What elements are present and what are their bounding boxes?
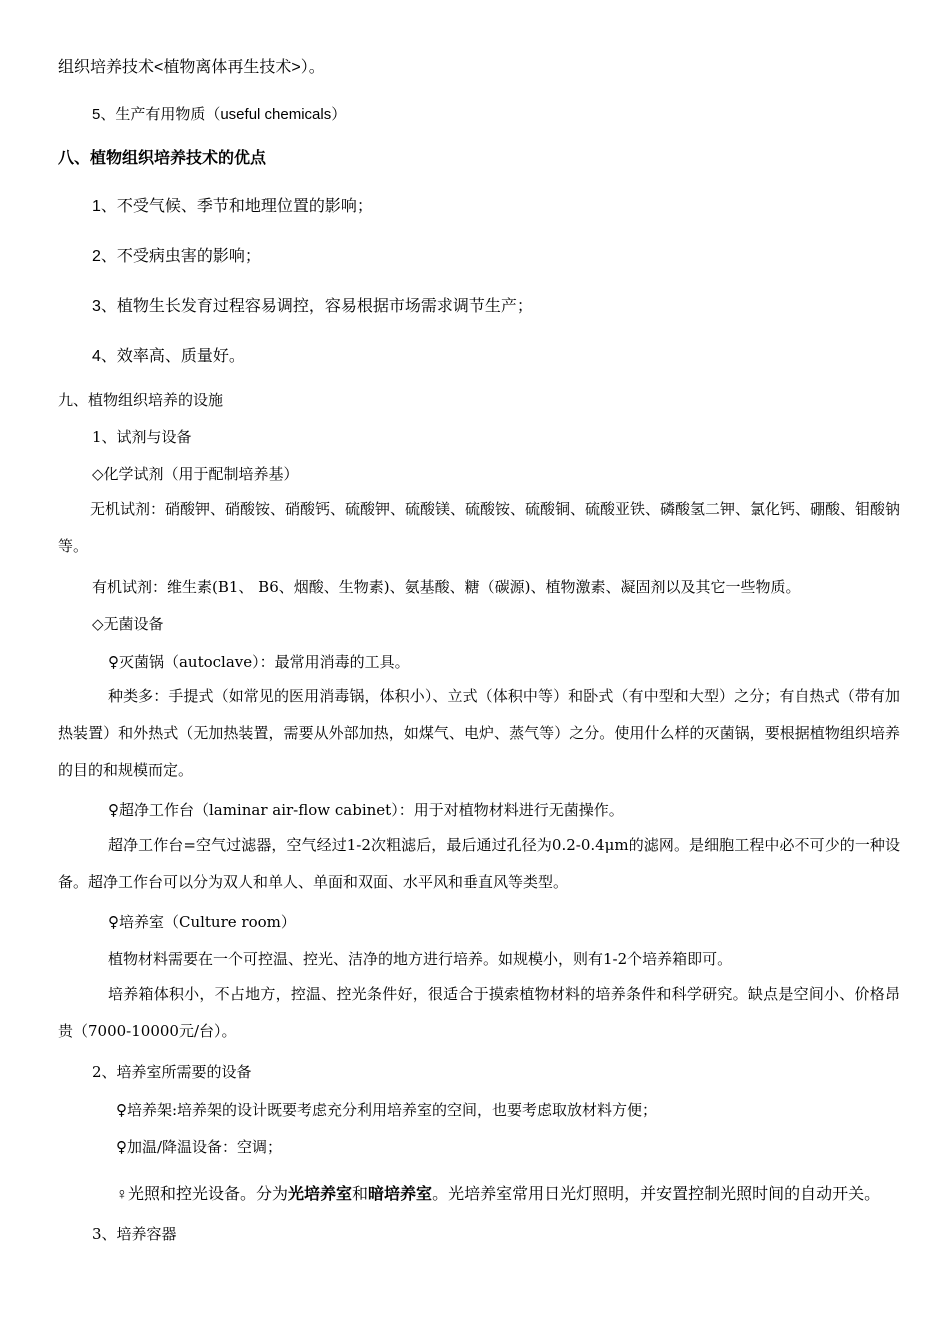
advantage-3: 3、植物生长发育过程容易调控，容易根据市场需求调节生产；: [92, 298, 533, 315]
dark-culture-room-term: 暗培养室: [368, 1186, 433, 1203]
light-culture-room-term: 光培养室: [288, 1186, 353, 1203]
intro-end: ）。: [300, 59, 325, 76]
sterile-equipment-heading: ◇无菌设备: [92, 615, 164, 633]
chemical-reagents-heading: ◇化学试剂（用于配制培养基）: [92, 465, 299, 483]
organic-reagents-paragraph: 有机试剂：维生素(B1、 B6、烟酸、生物素)、氨基酸、糖（碳源)、植物激素、凝固剂以及其它一些物质。: [92, 578, 801, 596]
advantage-4: 4、效率高、质量好。: [92, 348, 245, 365]
intro-line: [58, 54, 325, 77]
lighting-text-1: ♀光照和控光设备。分为: [116, 1186, 289, 1203]
subsection-3-heading: 3、培养容器: [92, 1225, 177, 1243]
clean-bench-item: ♀超净工作台（laminar air-flow cabinet）：用于对植物材料进行无菌操作。: [108, 801, 624, 819]
lighting-text-2: 和: [352, 1186, 369, 1203]
intro-text: 组织培养技术<植物离体再生技术>: [58, 59, 301, 76]
culture-room-paragraph: 植物材料需要在一个可控温、控光、洁净的地方进行培养。如规模小，则有1-2个培养箱即可。: [108, 950, 733, 968]
culture-room-item: ♀培养室（Culture room）: [108, 913, 296, 931]
heating-cooling-item: ♀加温/降温设备：空调；: [116, 1138, 283, 1156]
autoclave-item: ♀灭菌锅（autoclave）：最常用消毒的工具。: [108, 653, 410, 671]
clean-bench-paragraph: 超净工作台=空气过滤器，空气经过1-2次粗滤后，最后通过孔径为0.2-0.4μm的滤网。是细胞工程中必不可少的一种设备。超净工作台可以分为双人和单人、单面和双面、水平风和垂直风等类型。: [58, 836, 900, 891]
lighting-text-3: 。光培养室常用日光灯照明，并安置控制光照时间的自动开关。: [432, 1186, 881, 1203]
autoclave-types-paragraph: 种类多：手提式（如常见的医用消毒锅，体积小）、立式（体积中等）和卧式（有中型和大型）之分；有自热式（带有加热装置）和外热式（无加热装置，需要从外部加热，如煤气、电炉、蒸气等）之分。使用什么样的灭菌锅，要根据植物组织培养的目的和规模而定。: [58, 687, 900, 779]
incubator-paragraph: 培养箱体积小，不占地方，控温、控光条件好，很适合于摸索植物材料的培养条件和科学研究。缺点是空间小、价格昂贵（7000-10000元/台）。: [58, 985, 900, 1040]
item-5-useful-chemicals: 5、生产有用物质（useful chemicals）: [92, 106, 347, 123]
inorganic-reagents-paragraph: 无机试剂：硝酸钾、硝酸铵、硝酸钙、硫酸钾、硫酸镁、硫酸铵、硫酸铜、硫酸亚铁、磷酸氢二钾、氯化钙、硼酸、钼酸钠等。: [58, 500, 901, 555]
advantage-2: 2、不受病虫害的影响；: [92, 248, 261, 265]
section-8-heading: 八、植物组织培养技术的优点: [58, 150, 267, 167]
lighting-item: [116, 1181, 880, 1204]
culture-shelf-item: ♀培养架:培养架的设计既要考虑充分利用培养室的空间，也要考虑取放材料方便；: [116, 1101, 658, 1119]
subsection-2-heading: 2、培养室所需要的设备: [92, 1063, 252, 1081]
subsection-1-heading: 1、试剂与设备: [92, 428, 192, 446]
advantage-1: 1、不受气候、季节和地理位置的影响；: [92, 198, 373, 215]
section-9-heading: 九、植物组织培养的设施: [58, 391, 224, 409]
